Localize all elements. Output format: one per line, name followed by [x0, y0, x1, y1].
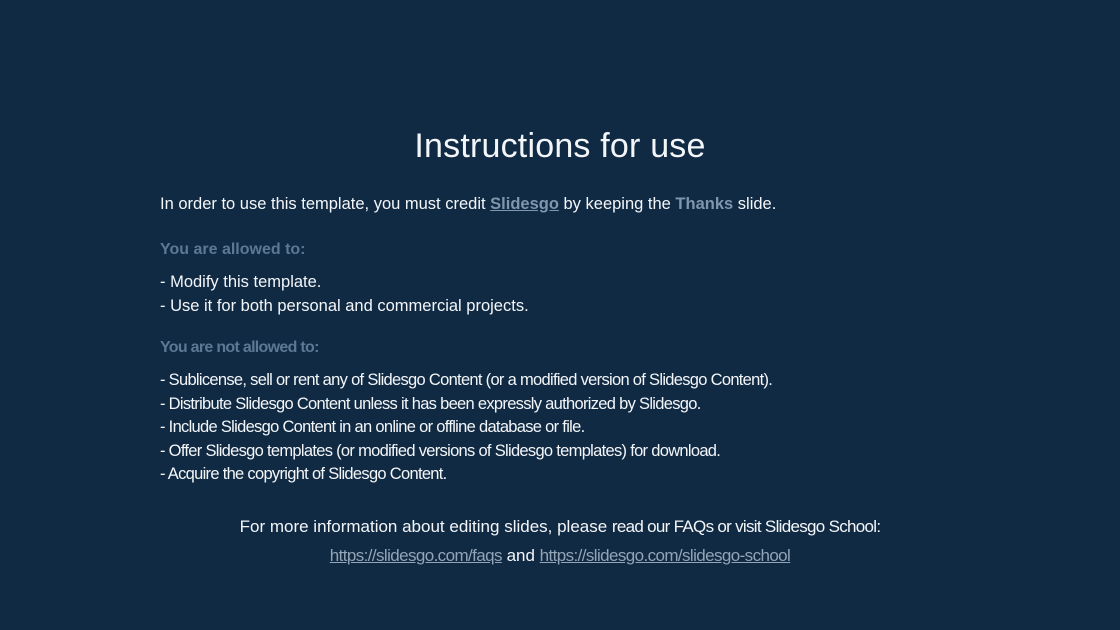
slidesgo-link[interactable]: Slidesgo — [490, 195, 559, 213]
not-allowed-item: - Include Slidesgo Content in an online or offline database or file. — [160, 418, 585, 436]
allowed-item: - Modify this template. — [160, 273, 322, 291]
not-allowed-list — [160, 369, 980, 487]
intro-post: slide. — [733, 195, 777, 213]
not-allowed-item: - Acquire the copyright of Slidesgo Content. — [160, 465, 447, 483]
slidesgo-school-url-link[interactable]: https://slidesgo.com/slidesgo-school — [539, 546, 791, 565]
faqs-url-link[interactable]: https://slidesgo.com/faqs — [329, 546, 502, 565]
thanks-highlight: Thanks — [675, 195, 734, 213]
allowed-list — [160, 271, 980, 318]
footer-info-line — [0, 517, 1120, 537]
not-allowed-section — [160, 339, 980, 487]
footer-info-regular: For more information about editing slides, please — [239, 517, 612, 536]
footer-links-line — [0, 546, 1120, 566]
intro-mid: by keeping the — [558, 195, 676, 213]
footer-info-condensed: read our FAQs or visit Slidesgo School: — [611, 517, 881, 536]
not-allowed-item: - Sublicense, sell or rent any of Slidesgo Content (or a modified version of Slidesgo Content). — [160, 371, 773, 389]
not-allowed-item: - Offer Slidesgo templates (or modified versions of Slidesgo templates) for download. — [160, 441, 721, 460]
not-allowed-heading: You are not allowed to: — [160, 339, 319, 356]
allowed-heading: You are allowed to: — [160, 241, 306, 258]
intro-pre: In order to use this template, you must credit — [160, 195, 491, 213]
page-title: Instructions for use — [414, 127, 706, 165]
allowed-item: - Use it for both personal and commercial projects. — [160, 296, 529, 315]
intro-text — [160, 193, 980, 215]
allowed-section — [160, 241, 980, 318]
footer-conjunction: and — [501, 546, 540, 565]
not-allowed-item: - Distribute Slidesgo Content unless it has been expressly authorized by Slidesgo. — [160, 394, 701, 413]
